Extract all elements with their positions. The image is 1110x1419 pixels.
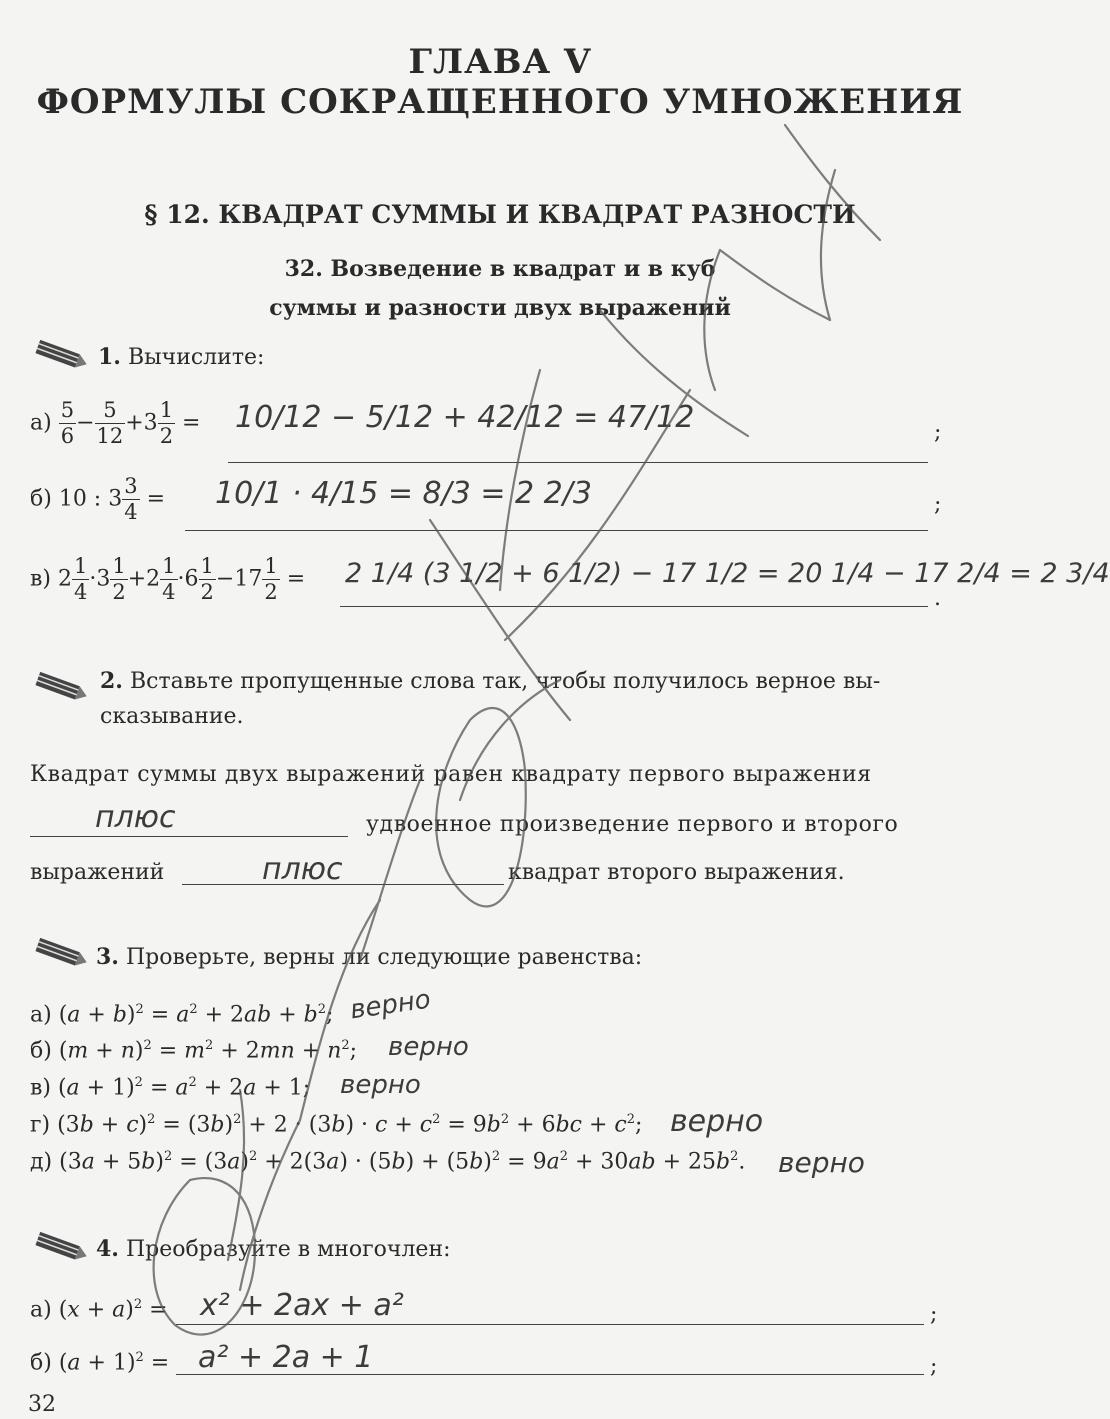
task1-heading (98, 344, 264, 370)
task3b-equation: б) $(m + n)^2 = m^2 + 2mn + n^2$; (30, 1038, 358, 1064)
answer-line (340, 606, 928, 607)
pencil-icon (32, 336, 90, 376)
task1b-expression: б) 10 : 3 $\frac{3}{4}$ = (30, 474, 166, 524)
task3e-equation: д) $(3a + 5b)^2 = (3a)^2 + 2(3a) \cdot (5b) + (5b)^2 = 9a^2 + 30ab + 25b^2$. (30, 1149, 746, 1175)
task1b-answer: 10/1 · 4/15 = 8/3 = 2 2/3 (215, 476, 592, 511)
answer-line (176, 1374, 924, 1375)
task4-heading (96, 1236, 451, 1262)
subsection-title-line2: суммы и разности двух выражений (269, 295, 731, 321)
page-number: 32 (28, 1392, 56, 1417)
task2-number: 2. (100, 668, 123, 694)
task4-text: Преобразуйте в многочлен: (125, 1237, 451, 1262)
task2-paragraph-1: Квадрат суммы двух выражений равен квадрату первого выражения (30, 762, 872, 787)
task2-text-1: Вставьте пропущенные слова так, чтобы получилось верное вы- (129, 669, 881, 694)
answer-line (176, 1324, 924, 1325)
section-title: § 12. КВАДРАТ СУММЫ И КВАДРАТ РАЗНОСТИ (144, 200, 856, 229)
task3-heading (96, 944, 642, 970)
task2-heading (100, 668, 880, 694)
task3c-equation: в) $(a + 1)^2 = a^2 + 2a + 1$; (30, 1075, 311, 1101)
chapter-title: ГЛАВА V (408, 42, 592, 82)
task4-number: 4. (96, 1236, 119, 1262)
subsection-title-line1: 32. Возведение в квадрат и в куб (284, 256, 716, 282)
semicolon: ; (934, 492, 942, 517)
semicolon: ; (930, 1354, 938, 1379)
task1b-label: б) (30, 486, 52, 512)
task2-fill-1: плюс (95, 800, 176, 835)
pencil-icon (32, 1228, 90, 1268)
task1a-expression: а) $\frac{5}{6}$ − $\frac{5}{12}$ +3 $\frac{1}{2}$ = (30, 398, 201, 448)
task2-paragraph-3a: выражений (30, 860, 165, 885)
answer-line (185, 530, 928, 531)
task4b-expression: б) $(a + 1)^2$ = (30, 1350, 170, 1376)
task4a-answer: x² + 2ax + a² (200, 1288, 404, 1323)
task3a-answer: верно (348, 984, 433, 1026)
pencil-icon (32, 934, 90, 974)
task1-text: Вычислите: (127, 345, 265, 370)
task2-text-2: сказывание. (100, 704, 244, 729)
task2-paragraph-3b: квадрат второго выражения. (508, 860, 845, 885)
task2-fill-2: плюс (262, 852, 343, 887)
period: . (934, 586, 941, 611)
task1-number: 1. (98, 344, 121, 370)
task2-paragraph-2: удвоенное произведение первого и второго (366, 812, 899, 837)
task3c-answer: верно (340, 1070, 421, 1100)
task3-text: Проверьте, верны ли следующие равенства: (125, 945, 643, 970)
answer-line (228, 462, 928, 463)
task3-number: 3. (96, 944, 119, 970)
fill-line (182, 884, 504, 885)
chapter-subtitle: ФОРМУЛЫ СОКРАЩЕННОГО УМНОЖЕНИЯ (36, 82, 964, 122)
task3d-answer: верно (670, 1104, 764, 1139)
task1a-label: а) (30, 410, 52, 436)
pencil-icon (32, 668, 90, 708)
task1c-answer: 2 1/4 (3 1/2 + 6 1/2) − 17 1/2 = 20 1/4 − 17 2/4 = 2 3/4 (345, 558, 1110, 589)
task4b-answer: a² + 2a + 1 (198, 1340, 374, 1375)
task1c-label: в) (30, 566, 51, 592)
task3d-equation: г) $(3b + c)^2 = (3b)^2 + 2 \cdot (3b) \cdot c + c^2 = 9b^2 + 6bc + c^2$; (30, 1112, 643, 1138)
task4a-expression: а) $(x + a)^2$ = (30, 1297, 168, 1323)
task3b-answer: верно (388, 1032, 469, 1062)
task1a-answer: 10/12 − 5/12 + 42/12 = 47/12 (235, 400, 695, 435)
task1c-expression: в) 2 $\frac{1}{4}$ ·3 $\frac{1}{2}$ +2 $\frac{1}{4}$ ·6 $\frac{1}{2}$ −17 $\frac{1}{2}$ = (30, 554, 306, 604)
semicolon: ; (934, 420, 942, 445)
task3e-answer: верно (778, 1146, 865, 1179)
fill-line (30, 836, 348, 837)
semicolon: ; (930, 1302, 938, 1327)
task3a-equation: а) $(a + b)^2 = a^2 + 2ab + b^2$; (30, 1002, 334, 1028)
